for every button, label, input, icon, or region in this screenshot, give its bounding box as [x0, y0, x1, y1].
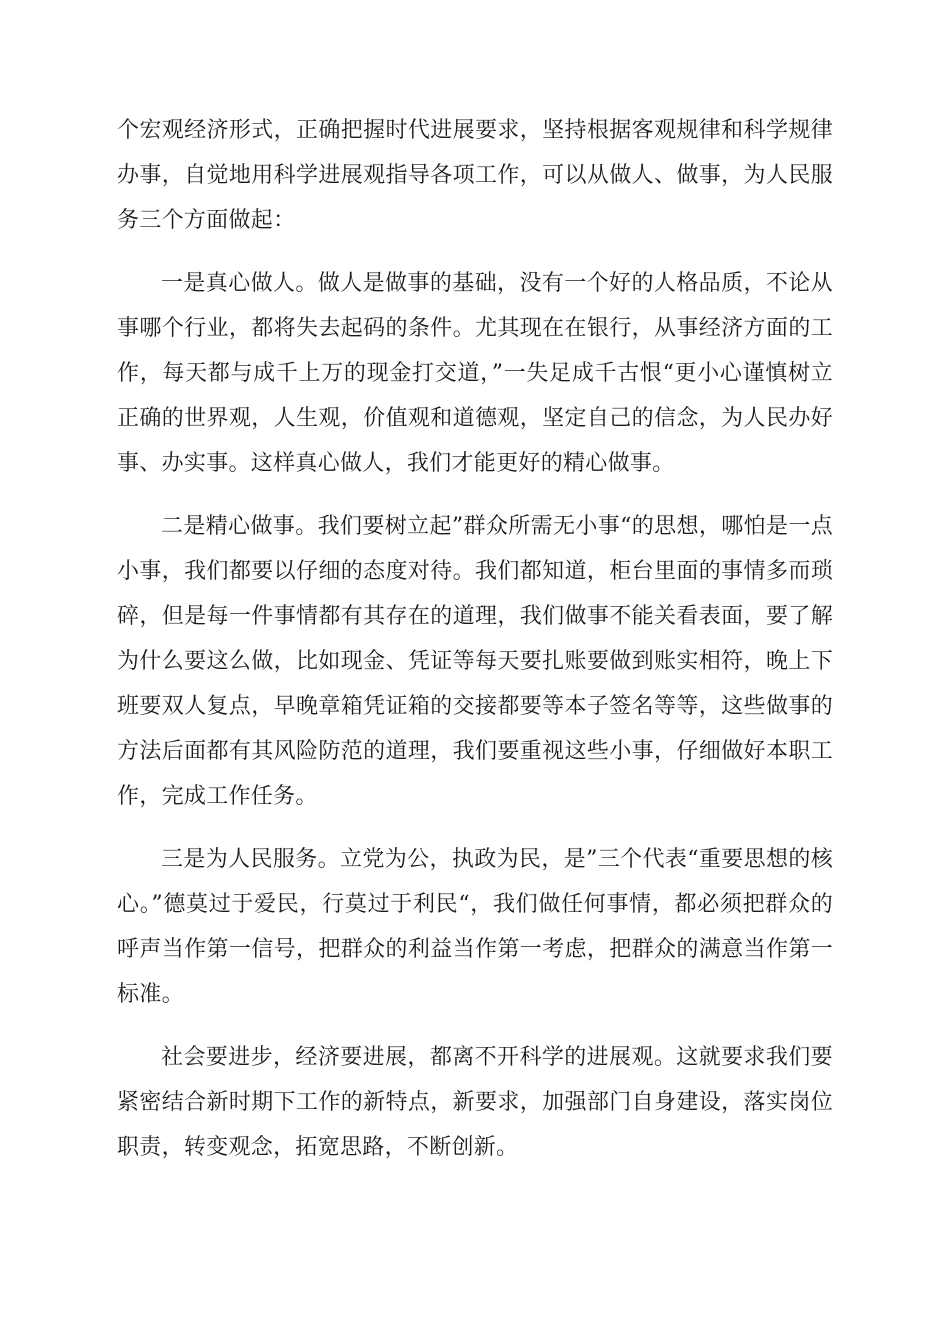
document-body: [117, 108, 833, 1188]
paragraph-serve-people: 三是为人民服务。立党为公，执政为民，是”三个代表“重要思想的核心。”德莫过于爱民，行莫过于利民“，我们做任何事情，都必须把群众的呼声当作第一信号，把群众的利益当作第一考虑，把群众的满意当作第一标准。: [117, 847, 833, 1007]
paragraph-sincere-conduct: 一是真心做人。做人是做事的基础，没有一个好的人格品质，不论从事哪个行业，都将失去起码的条件。尤其现在在银行，从事经济方面的工作，每天都与成千上万的现金打交道，”一失足成千古恨“更小心谨慎树立正确的世界观，人生观，价值观和道德观，坚定自己的信念，为人民办好事、办实事。这样真心做人，我们才能更好的精心做事。: [117, 271, 833, 476]
paragraph-conclusion: 社会要进步，经济要进展，都离不开科学的进展观。这就要求我们要紧密结合新时期下工作的新特点，新要求，加强部门自身建设，落实岗位职责，转变观念，拓宽思路，不断创新。: [117, 1045, 833, 1160]
paragraph-careful-work: 二是精心做事。我们要树立起”群众所需无小事“的思想，哪怕是一点小事，我们都要以仔细的态度对待。我们都知道，柜台里面的事情多而琐碎，但是每一件事情都有其存在的道理，我们做事不能关看表面，要了解为什么要这么做，比如现金、凭证等每天要扎账要做到账实相符，晚上下班要双人复点，早晚章箱凭证箱的交接都要等本子签名等等，这些做事的方法后面都有其风险防范的道理，我们要重视这些小事，仔细做好本职工作，完成工作任务。: [117, 514, 833, 809]
paragraph-continuation: 个宏观经济形式，正确把握时代进展要求，坚持根据客观规律和科学规律办事，自觉地用科学进展观指导各项工作，可以从做人、做事，为人民服务三个方面做起：: [117, 118, 833, 233]
